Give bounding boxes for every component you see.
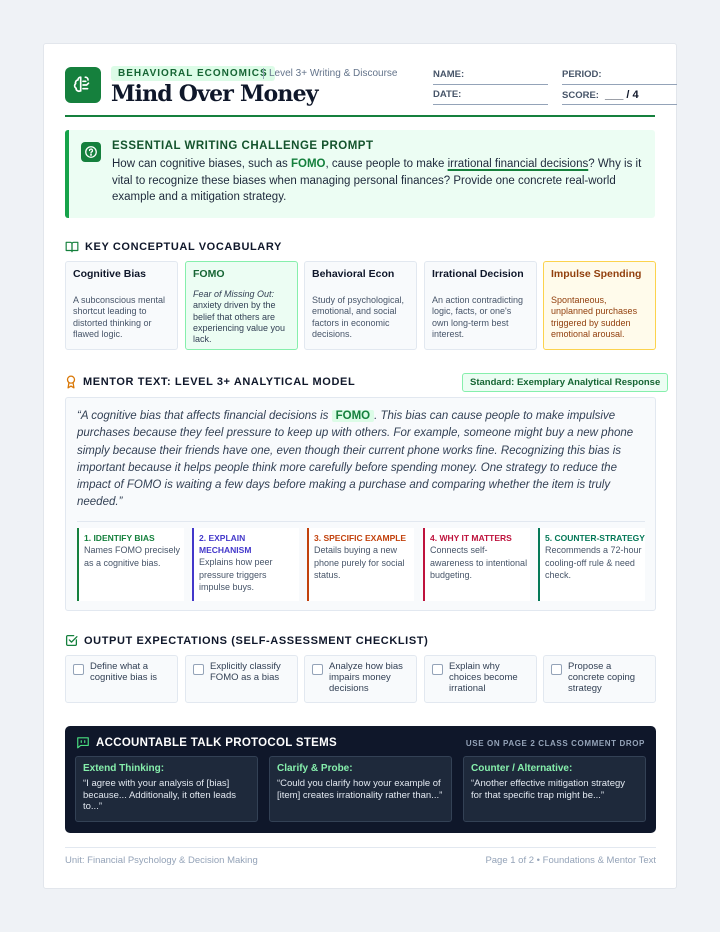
- vocab-heading-label: KEY CONCEPTUAL VOCABULARY: [85, 241, 282, 253]
- vocab-definition-text: anxiety driven by the belief that others are experiencing value you lack.: [193, 300, 286, 345]
- page-title: Mind Over Money: [111, 81, 318, 107]
- mentor-heading: [65, 375, 355, 389]
- vocab-card-irrational-decision: [424, 261, 537, 350]
- writing-prompt: [65, 130, 655, 218]
- standard-badge: Standard: Exemplary Analytical Response: [462, 373, 668, 392]
- annotation-title: 5. COUNTER-STRATEGY: [545, 533, 645, 543]
- worksheet-page: [43, 43, 677, 889]
- subject-tag: BEHAVIORAL ECONOMICS: [111, 66, 275, 81]
- mentor-text-part: . This bias can cause people to make impulsive purchases because they feel pressure to keep up with others. For example, someone might buy a new phone simply because their friends have one, even though their current phone works fine. Recognizing this bias is important because it helps people think more carefully before spending money. One strategy to reduce the impact of FOMO is waiting a few days before making a purchase and comparing whether the item is truly needed.”: [77, 410, 634, 509]
- score-field[interactable]: [562, 89, 677, 105]
- checklist-item[interactable]: [304, 655, 417, 703]
- annotation-explain-mechanism: [192, 528, 299, 601]
- checklist-item[interactable]: [65, 655, 178, 703]
- vocab-card-cognitive-bias: [65, 261, 178, 350]
- vocab-term: Behavioral Econ: [312, 268, 395, 280]
- vocab-definition: [193, 289, 290, 345]
- annotation-desc: Explains how peer pressure triggers impulse buys.: [199, 557, 273, 592]
- vocab-card-fomo: [185, 261, 298, 350]
- prompt-text-part: ? Why is it vital to recognize these biases when managing personal finances? Provide one concrete real-world example and a mitigation strategy.: [112, 158, 642, 203]
- prompt-underlined: irrational financial decisions: [447, 158, 589, 170]
- score-value: ___ / 4: [604, 89, 639, 101]
- checklist-label: Explicitly classify FOMO as a bias: [210, 661, 281, 683]
- vocab-definition: An action contradicting logic, facts, or one's own long-term best interest.: [432, 295, 524, 339]
- checkbox[interactable]: [193, 664, 204, 675]
- annotation-counter-strategy: [538, 528, 645, 601]
- annotation-desc: Connects self-awareness to intentional budgeting.: [430, 545, 528, 580]
- award-icon: [65, 375, 77, 389]
- stem-text: “Could you clarify how your example of [item] creates irrationality rather than...”: [277, 778, 443, 801]
- stem-clarify-probe: [269, 756, 452, 822]
- footer: [65, 847, 656, 866]
- checkbox[interactable]: [312, 664, 323, 675]
- stem-title: Clarify & Probe:: [277, 763, 353, 774]
- vocab-definition: A subconscious mental shortcut leading to distorted thinking or flawed logic.: [73, 295, 166, 339]
- mentor-text-panel: [65, 397, 656, 611]
- checkbox[interactable]: [432, 664, 443, 675]
- vocab-definition: Spontaneous, unplanned purchases triggered by sudden emotional arousal.: [551, 295, 638, 339]
- checklist-label: Analyze how bias impairs money decisions: [329, 661, 403, 694]
- period-field[interactable]: [562, 69, 677, 85]
- score-label: SCORE:: [562, 90, 599, 101]
- prompt-text-part: How can cognitive biases, such as: [112, 158, 291, 170]
- checkbox[interactable]: [73, 664, 84, 675]
- talk-stems-panel: [65, 726, 656, 833]
- vocab-term: Cognitive Bias: [73, 268, 146, 280]
- stem-title: Extend Thinking:: [83, 763, 165, 774]
- talk-heading: [76, 736, 337, 749]
- period-label: PERIOD:: [562, 69, 602, 80]
- annotation-desc: Recommends a 72-hour cooling-off rule & need check.: [545, 545, 642, 580]
- name-field[interactable]: [433, 69, 548, 85]
- checklist-item[interactable]: [543, 655, 656, 703]
- annotation-title: 2. EXPLAIN MECHANISM: [199, 533, 252, 555]
- checklist-label: Propose a concrete coping strategy: [568, 661, 636, 694]
- level-label: Level 3+ Writing & Discourse: [263, 68, 397, 79]
- annotation-desc: Names FOMO precisely as a cognitive bias.: [84, 545, 181, 568]
- prompt-heading: ESSENTIAL WRITING CHALLENGE PROMPT: [112, 140, 374, 152]
- checklist-item[interactable]: [424, 655, 537, 703]
- divider: [77, 521, 645, 522]
- prompt-text: [112, 156, 647, 206]
- mentor-heading-label: MENTOR TEXT: LEVEL 3+ ANALYTICAL MODEL: [83, 376, 356, 388]
- vocab-subtitle: Fear of Missing Out:: [193, 289, 275, 299]
- checklist-label: Define what a cognitive bias is: [90, 661, 158, 683]
- talk-heading-label: ACCOUNTABLE TALK PROTOCOL STEMS: [96, 736, 338, 749]
- mentor-fomo-chip: FOMO: [332, 410, 375, 422]
- book-icon: [65, 241, 79, 253]
- annotation-title: 1. IDENTIFY BIAS: [84, 533, 155, 543]
- checkbox[interactable]: [551, 664, 562, 675]
- stem-text: “Another effective mitigation strategy for that specific trap might be...”: [471, 778, 626, 801]
- question-icon: [81, 142, 101, 162]
- stem-title: Counter / Alternative:: [471, 763, 573, 774]
- date-label: DATE:: [433, 89, 462, 100]
- annotation-specific-example: [307, 528, 414, 601]
- annotation-identify-bias: [77, 528, 184, 601]
- stem-text: “I agree with your analysis of [bias] because... Additionally, it often leads to...”: [83, 778, 236, 812]
- vocab-heading: [65, 241, 282, 253]
- checklist-heading: [65, 634, 428, 647]
- annotation-title: 3. SPECIFIC EXAMPLE: [314, 533, 407, 543]
- vocab-card-impulse-spending: [543, 261, 656, 350]
- stem-extend-thinking: [75, 756, 258, 822]
- vocab-definition: Study of psychological, emotional, and social factors in economic decisions.: [312, 295, 405, 339]
- prompt-text-part: , cause people to make: [325, 158, 448, 170]
- mentor-text-part: “A cognitive bias that affects financial decisions is: [77, 410, 332, 422]
- footer-unit: Unit: Financial Psychology & Decision Making: [65, 855, 258, 866]
- date-field[interactable]: [433, 89, 548, 105]
- vocab-term: Impulse Spending: [551, 268, 642, 280]
- annotation-desc: Details buying a new phone purely for social status.: [314, 545, 405, 580]
- checklist-heading-label: OUTPUT EXPECTATIONS (SELF-ASSESSMENT CHECKLIST): [84, 634, 429, 647]
- checklist-label: Explain why choices become irrational: [449, 661, 518, 694]
- stem-counter-alternative: [463, 756, 646, 822]
- name-label: NAME:: [433, 69, 465, 80]
- vocab-term: FOMO: [193, 268, 225, 280]
- header: [65, 44, 655, 117]
- checklist-item[interactable]: [185, 655, 298, 703]
- footer-page: Page 1 of 2 • Foundations & Mentor Text: [485, 855, 656, 866]
- chat-icon: [76, 736, 90, 749]
- annotation-title: 4. WHY IT MATTERS: [430, 533, 512, 543]
- vocab-card-behavioral-econ: [304, 261, 417, 350]
- brain-icon: [65, 67, 101, 103]
- mentor-text: [77, 408, 645, 512]
- vocab-term: Irrational Decision: [432, 268, 524, 280]
- talk-note: USE ON PAGE 2 CLASS COMMENT DROP: [465, 739, 645, 748]
- annotation-why-it-matters: [423, 528, 530, 601]
- checkbox-icon: [65, 634, 78, 647]
- prompt-highlight: FOMO: [290, 158, 326, 170]
